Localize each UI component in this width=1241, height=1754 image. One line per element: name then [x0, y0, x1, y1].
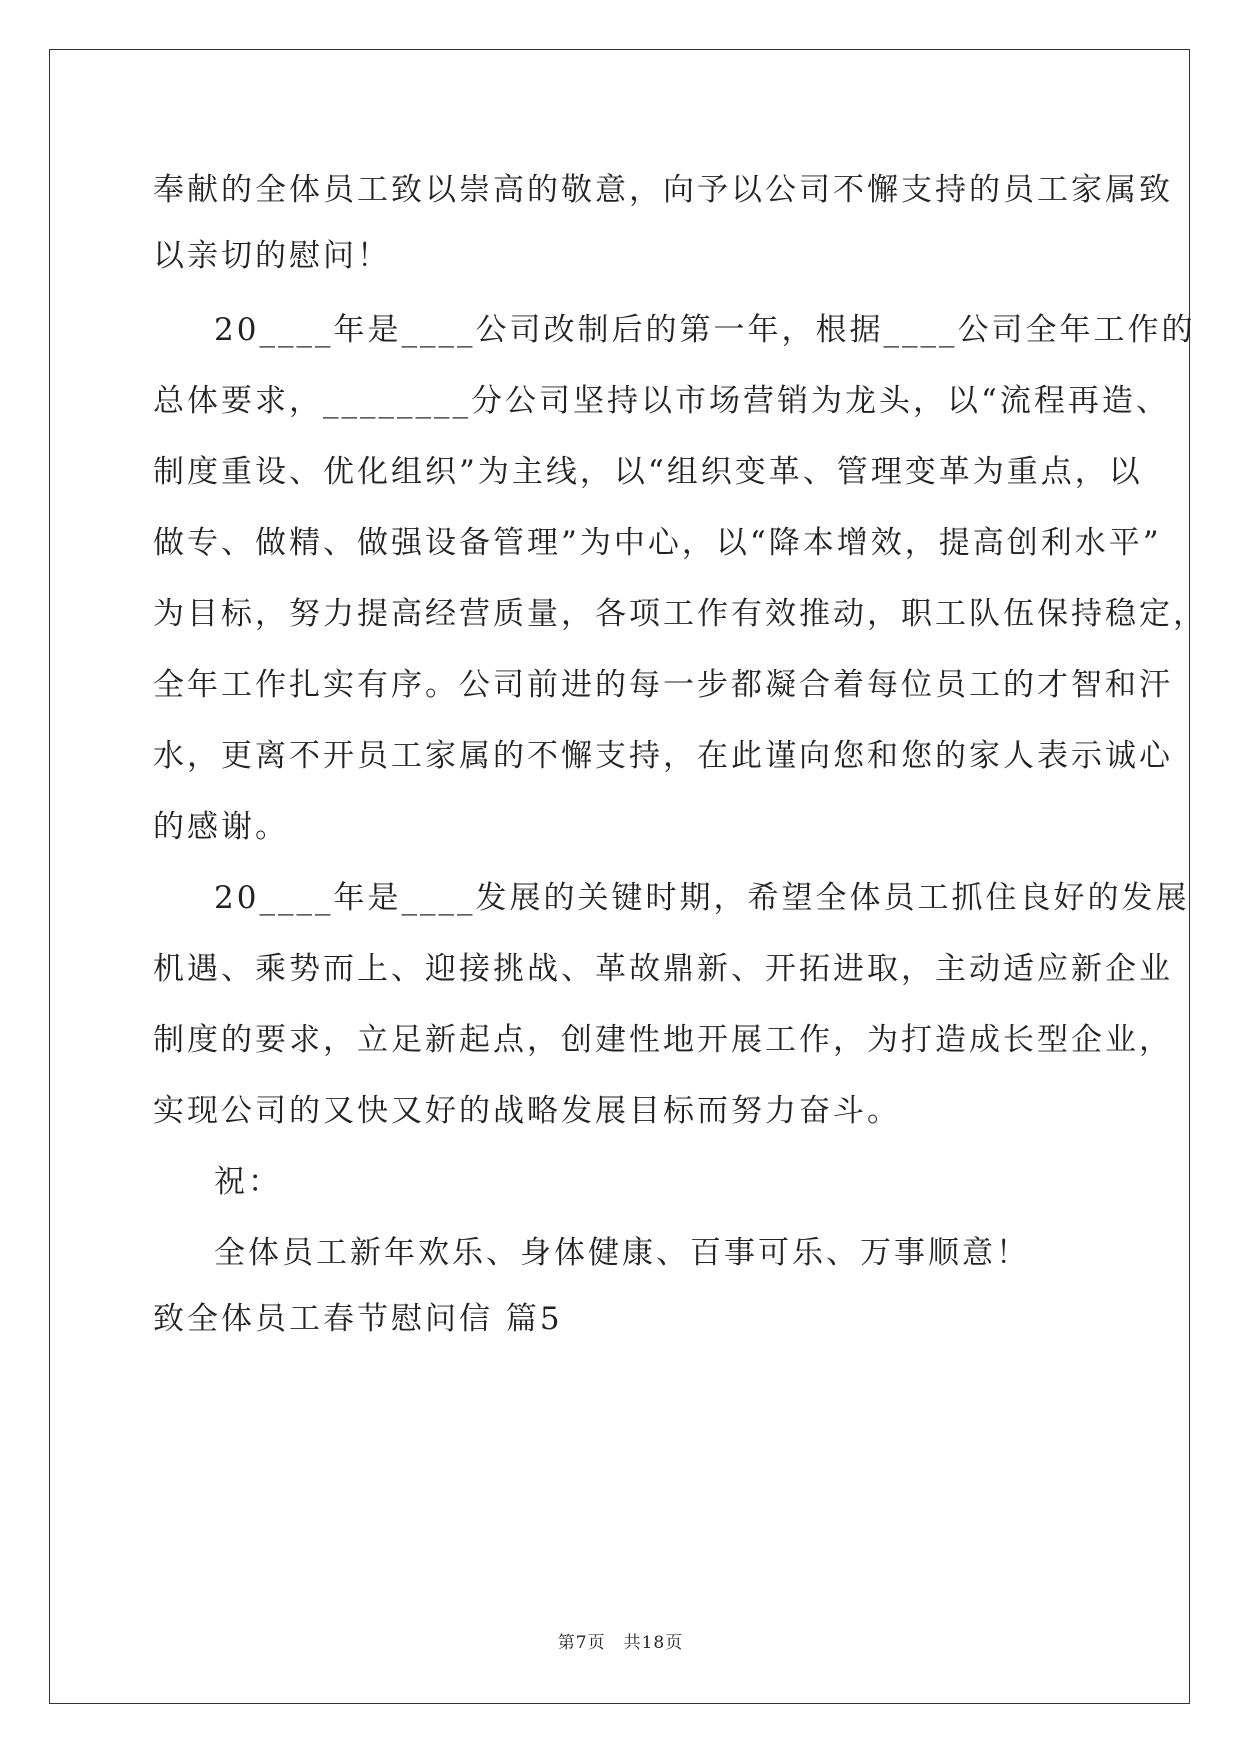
- body-line: 奉献的全体员工致以崇高的敬意，向予以公司不懈支持的员工家属致: [153, 172, 1173, 208]
- body-line: 全年工作扎实有序。公司前进的每一步都凝合着每位员工的才智和汗: [153, 667, 1173, 703]
- body-line: 以亲切的慰问！: [153, 238, 391, 274]
- body-line: 的感谢。: [153, 809, 289, 845]
- page-border: [49, 49, 1190, 1704]
- body-line: 机遇、乘势而上、迎接挑战、革故鼎新、开拓进取，主动适应新企业: [153, 951, 1173, 987]
- greeting-line: 全体员工新年欢乐、身体健康、百事可乐、万事顺意！: [214, 1235, 1030, 1271]
- body-line: 总体要求，________分公司坚持以市场营销为龙头，以“流程再造、: [153, 383, 1170, 419]
- paragraph-start-line: 20____年是____发展的关键时期，希望全体员工抓住良好的发展: [214, 880, 1190, 916]
- section-heading: 致全体员工春节慰问信 篇5: [153, 1301, 563, 1337]
- body-line: 做专、做精、做强设备管理”为中心，以“降本增效，提高创利水平”: [153, 525, 1162, 561]
- body-line: 水，更离不开员工家属的不懈支持，在此谨向您和您的家人表示诚心: [153, 738, 1173, 774]
- paragraph-start-line: 20____年是____公司改制后的第一年，根据____公司全年工作的: [214, 312, 1196, 348]
- body-line: 制度重设、优化组织”为主线，以“组织变革、管理变革为重点，以: [153, 454, 1143, 490]
- body-line: 为目标，努力提高经营质量，各项工作有效推动，职工队伍保持稳定，: [153, 596, 1207, 632]
- salutation: 祝：: [214, 1164, 282, 1200]
- body-line: 制度的要求，立足新起点，创建性地开展工作，为打造成长型企业，: [153, 1022, 1173, 1058]
- body-line: 实现公司的又快又好的战略发展目标而努力奋斗。: [153, 1093, 901, 1129]
- page-number: 第7页 共18页: [557, 1633, 684, 1653]
